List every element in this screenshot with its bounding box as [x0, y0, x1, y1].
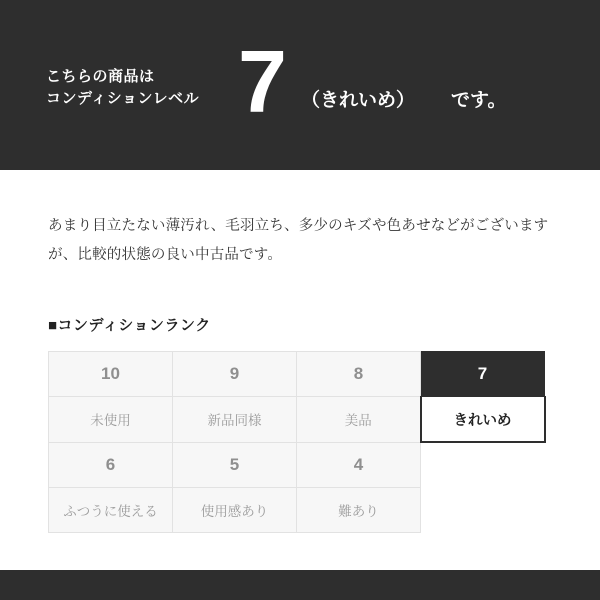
- rank-label-5: 使用感あり: [173, 488, 297, 533]
- rank-label-6: ふつうに使える: [49, 488, 173, 533]
- table-row: [49, 488, 545, 533]
- rank-label-empty: [421, 488, 545, 533]
- rank-number-4: 4: [297, 442, 421, 488]
- rank-label-4: 難あり: [297, 488, 421, 533]
- rank-label-7-selected: きれいめ: [421, 397, 545, 443]
- rank-number-empty: [421, 442, 545, 488]
- header-line-2: コンディションレベル: [46, 90, 200, 107]
- condition-level-number: 7: [238, 32, 285, 131]
- rank-number-6: 6: [49, 442, 173, 488]
- body-panel: [0, 170, 600, 570]
- rank-number-7-selected: 7: [421, 352, 545, 397]
- condition-level-label: （きれいめ）: [300, 89, 415, 111]
- header-tail-text: です。: [450, 89, 507, 111]
- table-row: [49, 352, 545, 397]
- rank-label-10: 未使用: [49, 397, 173, 443]
- rank-number-8: 8: [297, 352, 421, 397]
- condition-rank-table: [48, 351, 546, 533]
- table-row: [49, 442, 545, 488]
- rank-label-8: 美品: [297, 397, 421, 443]
- rank-label-9: 新品同様: [173, 397, 297, 443]
- header-line-1: こちらの商品は: [46, 68, 155, 86]
- section-title-condition-rank: ■コンディションランク: [48, 317, 211, 334]
- header-banner: [0, 0, 600, 170]
- table-row: [49, 397, 545, 443]
- footer-strip: [0, 570, 600, 600]
- condition-description: あまり目立たない薄汚れ、毛羽立ち、多少のキズや色あせなどがございますが、比較的状態の良い中古品です。: [48, 218, 549, 263]
- rank-number-9: 9: [173, 352, 297, 397]
- rank-number-10: 10: [49, 352, 173, 397]
- header-text-block: [46, 60, 232, 110]
- rank-number-5: 5: [173, 442, 297, 488]
